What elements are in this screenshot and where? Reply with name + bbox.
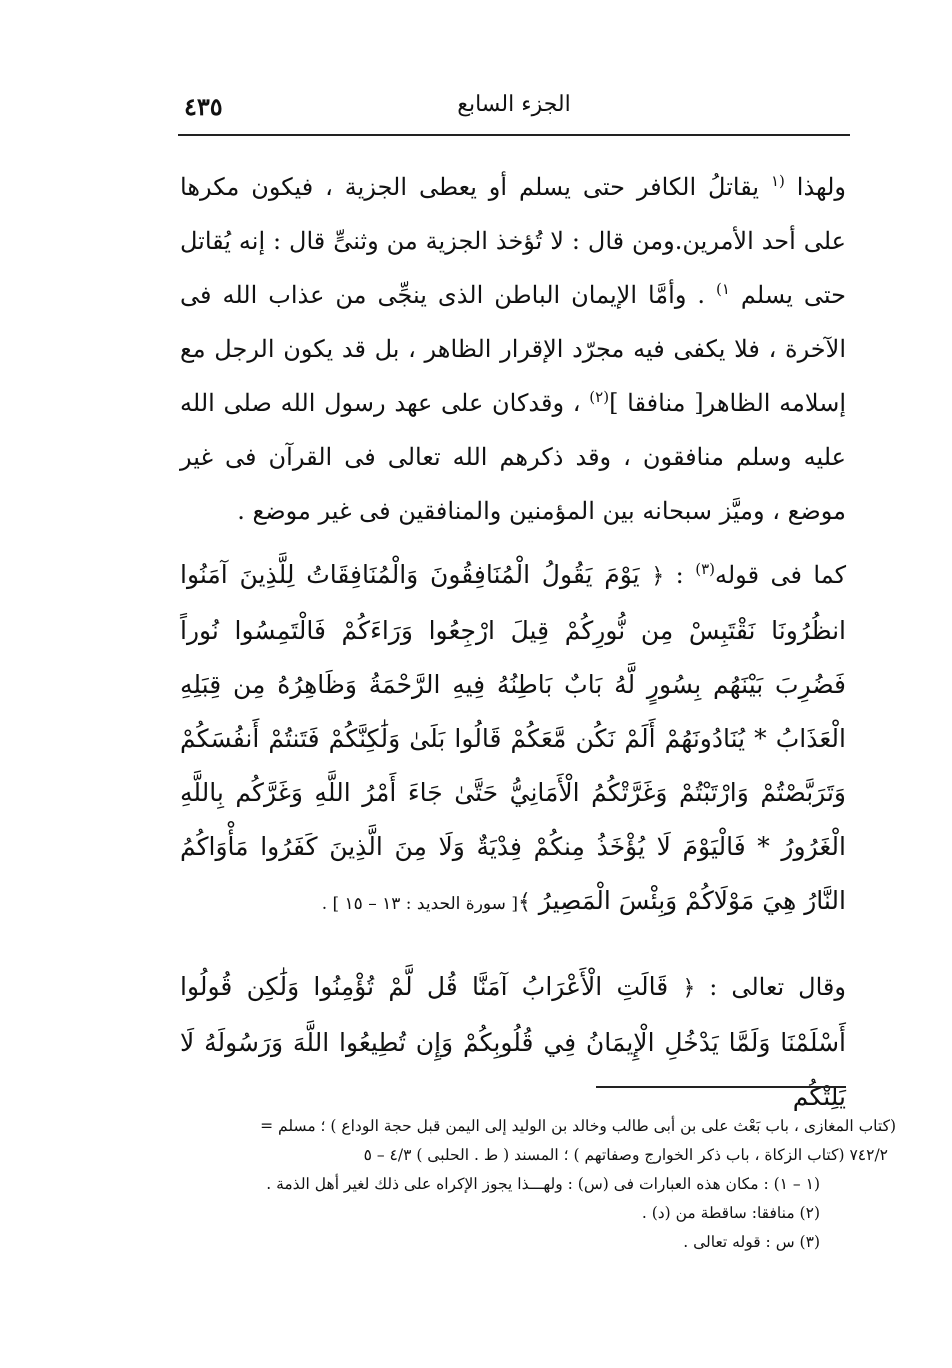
footnote-marker-2: (٢) — [589, 388, 610, 406]
quran-close-bracket: ﴾ — [517, 890, 531, 915]
header-rule — [178, 134, 850, 136]
footnote-1 — [190, 1170, 896, 1199]
paragraph-1 — [180, 160, 846, 538]
paragraph-1-text-c: . وأمَّا الإيمان الباطن الذى ينجِّى من عذاب الله فى الآخرة ، فلا يكفى فيه مجرّد الإقرار الظاهر ، بل قد يكون الرجل مع إسلامه الظاهر[ منافقا ] — [180, 281, 847, 417]
page-number: ٤٣٥ — [184, 92, 223, 121]
footnote-cont-text-1: (كتاب المغازى ، باب بَعْث على بن أبى طالب وخالد بن الوليد إلى اليمن قبل حجة الوداع ) ؛ مسلم — [278, 1117, 896, 1135]
paragraph-2 — [180, 548, 846, 931]
quran-open-bracket: ﴿ — [651, 564, 665, 589]
footnote-rule — [596, 1086, 846, 1088]
footnote-marker-3: (٣) — [695, 560, 715, 578]
quran-verse-hujurat: قَالَتِ الْأَعْرَابُ آمَنَّا قُل لَّمْ تُؤْمِنُوا وَلَٰكِن قُولُوا أَسْلَمْنَا وَلَمَّا يَدْخُلِ الْإِيمَانُ فِي قُلُوبِكُمْ وَإِن تُطِيعُوا اللَّهَ وَرَسُولَهُ لَا يَلِتْكُم — [180, 972, 846, 1111]
quran-open-bracket-2: ﴿ — [682, 976, 696, 1001]
footnote-3 — [190, 1228, 896, 1257]
footnote-continuation-2: ٧٤٢/٢ (كتاب الزكاة ، باب ذكر الخوارج وصفاتهم ) ؛ المسند ( ط . الحلبى ) ٤/٣ – ٥ — [363, 1146, 888, 1164]
paragraph-1-text-d: ، وقدكان على عهد رسول الله صلى الله عليه وسلم منافقون ، وقد ذكرهم الله تعالى فى القرآن فى غير موضع ، وميَّز سبحانه بين المؤمنين والمنافقين فى غير موضع . — [180, 389, 846, 525]
footnote-2-text: منافقا: ساقطة من (د) . — [641, 1204, 800, 1222]
paragraph-3-intro: وقال تعالى : — [695, 973, 846, 1001]
footnote-2-label: (٢) — [799, 1204, 820, 1222]
surah-reference: [ سورة الحديد : ١٣ – ١٥ ] . — [321, 894, 518, 914]
footnote-2 — [190, 1199, 896, 1228]
footnote-1-text: : مكان هذه العبارات فى (س) : ولهـــذا يجوز الإكراه على ذلك لغير أهل الذمة . — [266, 1175, 774, 1193]
paragraph-3 — [180, 960, 846, 1124]
continuation-mark: = — [260, 1117, 274, 1135]
running-title: الجزء السابع — [457, 92, 571, 117]
paragraph-2-colon: : — [664, 561, 696, 589]
page-header — [178, 82, 850, 132]
footnote-marker-1-open: (١ — [770, 172, 785, 190]
paragraph-2-intro: كما فى قوله — [715, 561, 847, 589]
footnote-3-label: (٣) — [799, 1233, 820, 1251]
quran-verse-hadid: يَوْمَ يَقُولُ الْمُنَافِقُونَ وَالْمُنَافِقَاتُ لِلَّذِينَ آمَنُوا انظُرُونَا نَقْتَبِسْ مِن نُّورِكُمْ قِيلَ ارْجِعُوا وَرَاءَكُمْ فَالْتَمِسُوا نُوراً فَضُرِبَ بَيْنَهُم بِسُورٍ لَّهُ بَابٌ بَاطِنُهُ فِيهِ الرَّحْمَةُ وَظَاهِرُهُ مِن قِبَلِهِ الْعَذَابُ * يُنَادُونَهُمْ أَلَمْ نَكُن مَّعَكُمْ قَالُوا بَلَىٰ وَلَٰكِنَّكُمْ فَتَنتُمْ أَنفُسَكُمْ وَتَرَبَّصْتُمْ وَارْتَبْتُمْ وَغَرَّتْكُمُ الْأَمَانِيُّ حَتَّىٰ جَاءَ أَمْرُ اللَّهِ وَغَرَّكُم بِاللَّهِ الْغَرُورُ * فَالْيَوْمَ لَا يُؤْخَذُ مِنكُمْ فِدْيَةٌ وَلَا مِنَ الَّذِينَ كَفَرُوا مَأْوَاكُمُ النَّارُ هِيَ مَوْلَاكُمْ وَبِئْسَ الْمَصِيرُ — [180, 560, 846, 915]
paragraph-1-text-a: ولهذا — [784, 173, 847, 201]
footnote-3-text: س : قوله تعالى . — [683, 1233, 800, 1251]
footnote-continuation-1 — [190, 1112, 896, 1141]
footnote-1-label: (١ – ١) — [773, 1175, 820, 1193]
footnotes — [190, 1112, 896, 1257]
footnote-marker-1-close: ١) — [716, 280, 730, 298]
paragraph-1-text-b: يقاتلُ الكافر حتى يسلم أو يعطى الجزية ، فيكون مكرها على أحد الأمرين.ومن قال : لا تُؤخذ الجزية من وثنىٍّ قال : إنه يُقاتل حتى يسلم — [180, 173, 846, 309]
